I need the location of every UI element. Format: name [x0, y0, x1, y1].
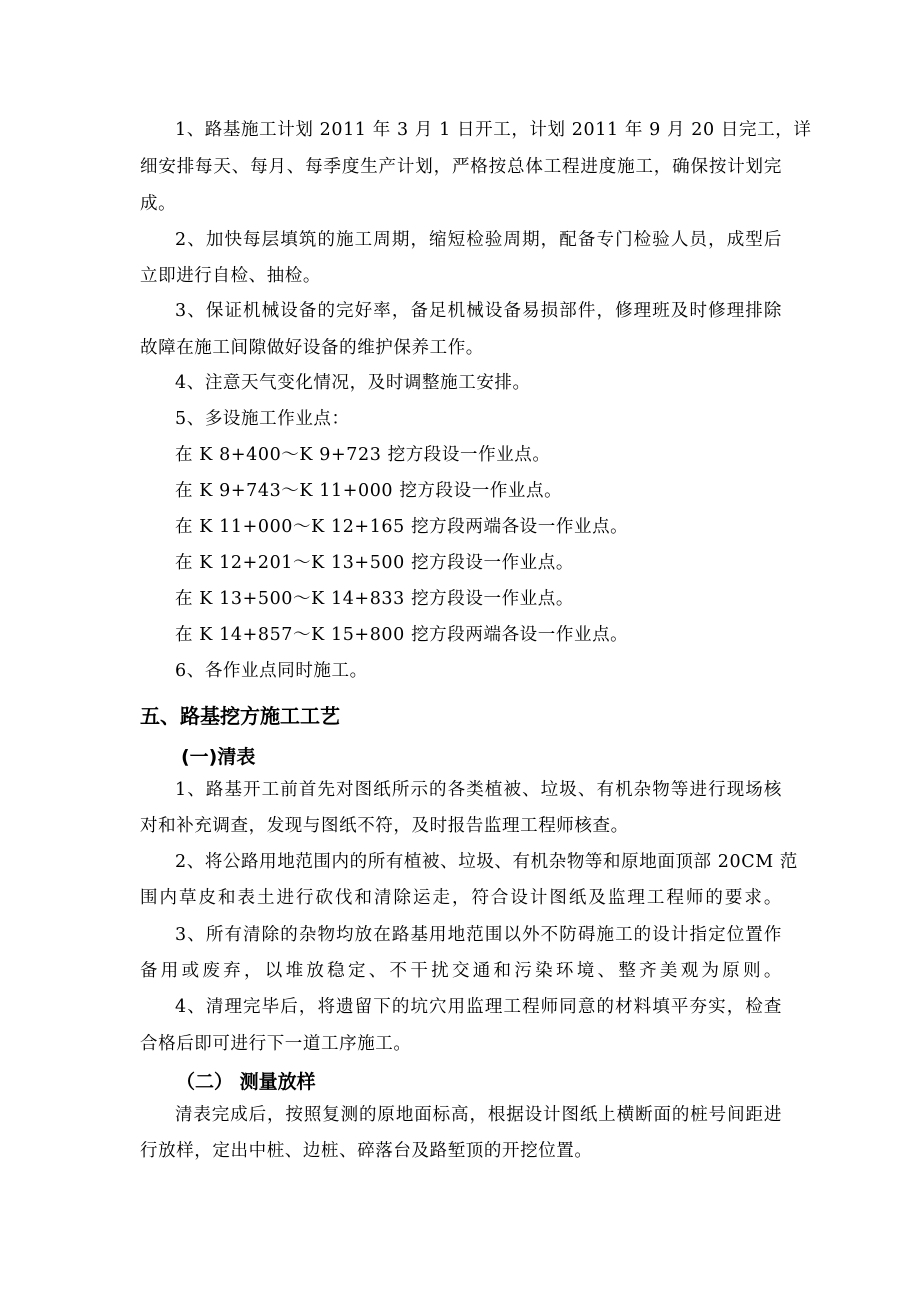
paragraph-line: 合格后即可进行下一道工序施工。 [140, 1034, 412, 1054]
paragraph-line: 围内草皮和表土进行砍伐和清除运走，符合设计图纸及监理工程师的要求。 [140, 888, 782, 908]
paragraph-line: 立即进行自检、抽检。 [140, 266, 321, 286]
section-heading: 五、路基挖方施工工艺 [140, 704, 340, 728]
work-point-line: 在 K 14+857～K 15+800 挖方段两端各设一作业点。 [175, 625, 629, 645]
paragraph-line: 4、清理完毕后，将遗留下的坑穴用监理工程师同意的材料填平夯实，检查 [175, 997, 782, 1017]
paragraph-line: 成。 [140, 194, 177, 214]
paragraph-line: 3、所有清除的杂物均放在路基用地范围以外不防碍施工的设计指定位置作 [175, 925, 782, 945]
paragraph-line: 行放样，定出中桩、边桩、碎落台及路堑顶的开挖位置。 [140, 1141, 593, 1161]
paragraph-line: 1、路基开工前首先对图纸所示的各类植被、垃圾、有机杂物等进行现场核 [175, 780, 782, 800]
paragraph-line: 1、路基施工计划 2011 年 3 月 1 日开工，计划 2011 年 9 月 20 日完工，详 [175, 120, 812, 140]
work-point-line: 在 K 8+400～K 9+723 挖方段设一作业点。 [175, 445, 551, 465]
paragraph-line: 5、多设施工作业点： [175, 409, 350, 429]
paragraph-line: 3、保证机械设备的完好率，备足机械设备易损部件，修理班及时修理排除 [175, 301, 782, 321]
subsection-heading: (一)清表 [181, 746, 256, 768]
paragraph-line: 细安排每天、每月、每季度生产计划，严格按总体工程进度施工，确保按计划完 [140, 157, 782, 177]
paragraph-line: 备用或废弃，以堆放稳定、不干扰交通和污染环境、整齐美观为原则。 [140, 961, 782, 981]
work-point-line: 在 K 11+000～K 12+165 挖方段两端各设一作业点。 [175, 517, 629, 537]
work-point-line: 在 K 13+500～K 14+833 挖方段设一作业点。 [175, 589, 574, 609]
work-point-line: 在 K 9+743～K 11+000 挖方段设一作业点。 [175, 481, 563, 501]
paragraph-line: 6、各作业点同时施工。 [175, 661, 368, 681]
paragraph-line: 故障在施工间隙做好设备的维护保养工作。 [140, 338, 484, 358]
subsection-heading: （二） 测量放样 [176, 1071, 316, 1093]
paragraph-line: 2、加快每层填筑的施工周期，缩短检验周期，配备专门检验人员，成型后 [175, 230, 782, 250]
work-point-line: 在 K 12+201～K 13+500 挖方段设一作业点。 [175, 553, 574, 573]
paragraph-line: 2、将公路用地范围内的所有植被、垃圾、有机杂物等和原地面顶部 20CM 范 [175, 852, 799, 872]
paragraph-line: 对和补充调查，发现与图纸不符，及时报告监理工程师核查。 [140, 816, 629, 836]
paragraph-line: 清表完成后，按照复测的原地面标高，根据设计图纸上横断面的桩号间距进 [175, 1105, 782, 1125]
paragraph-line: 4、注意天气变化情况，及时调整施工安排。 [175, 373, 531, 393]
